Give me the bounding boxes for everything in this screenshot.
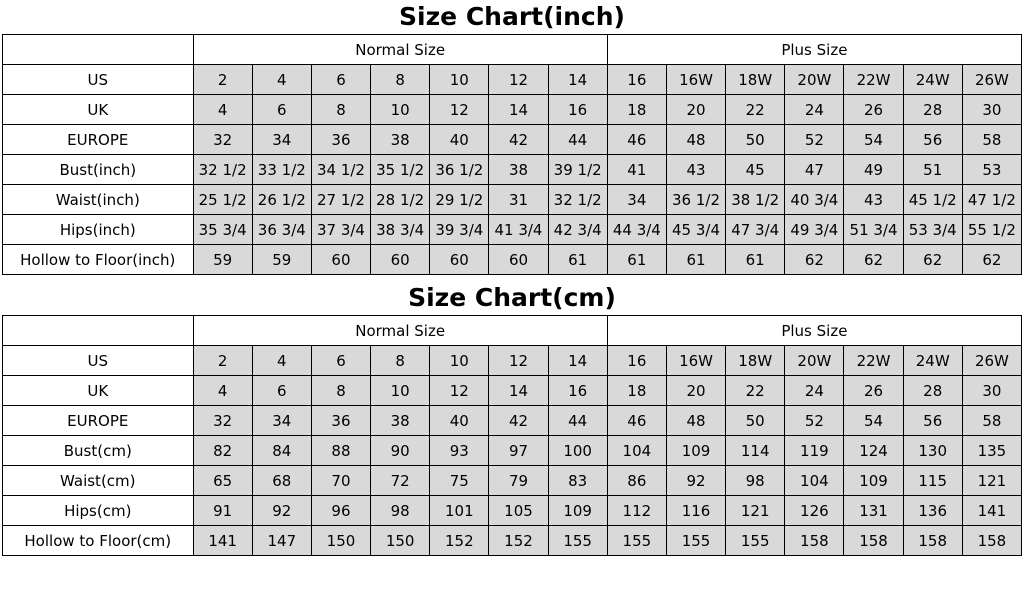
cell: 121 — [726, 496, 785, 526]
row-label: Waist(cm) — [3, 466, 194, 496]
cell: 20W — [785, 65, 844, 95]
cell: 60 — [371, 245, 430, 275]
cell: 34 — [607, 185, 666, 215]
cell: 152 — [489, 526, 548, 556]
cell: 10 — [371, 95, 430, 125]
chart-title-inch: Size Chart(inch) — [399, 2, 625, 31]
cell: 16 — [607, 346, 666, 376]
cell: 56 — [903, 125, 962, 155]
table-row — [3, 245, 1022, 275]
cell: 39 3/4 — [430, 215, 489, 245]
table-row — [3, 346, 1022, 376]
cell: 141 — [193, 526, 252, 556]
cell: 12 — [489, 346, 548, 376]
cell: 96 — [311, 496, 370, 526]
cell: 60 — [311, 245, 370, 275]
cell: 51 3/4 — [844, 215, 903, 245]
cell: 42 — [489, 406, 548, 436]
cell: 100 — [548, 436, 607, 466]
cell: 104 — [785, 466, 844, 496]
cell: 10 — [430, 346, 489, 376]
cell: 6 — [252, 95, 311, 125]
cell: 14 — [489, 376, 548, 406]
cell: 28 — [903, 95, 962, 125]
cell: 39 1/2 — [548, 155, 607, 185]
cell: 46 — [607, 406, 666, 436]
size-table-cm-body — [3, 316, 1022, 556]
cell: 26W — [962, 346, 1021, 376]
cell: 75 — [430, 466, 489, 496]
cell: 61 — [548, 245, 607, 275]
cell: 92 — [666, 466, 725, 496]
cell: 59 — [252, 245, 311, 275]
cell: 70 — [311, 466, 370, 496]
cell: 114 — [726, 436, 785, 466]
cell: 72 — [371, 466, 430, 496]
cell: 22W — [844, 65, 903, 95]
cell: 2 — [193, 346, 252, 376]
cell: 92 — [252, 496, 311, 526]
corner-cell — [3, 316, 194, 346]
cell: 79 — [489, 466, 548, 496]
cell: 135 — [962, 436, 1021, 466]
row-label: EUROPE — [3, 406, 194, 436]
table-row — [3, 65, 1022, 95]
group-header-plus: Plus Size — [607, 316, 1021, 346]
cell: 98 — [726, 466, 785, 496]
cell: 25 1/2 — [193, 185, 252, 215]
cell: 10 — [371, 376, 430, 406]
cell: 36 1/2 — [666, 185, 725, 215]
cell: 158 — [962, 526, 1021, 556]
cell: 130 — [903, 436, 962, 466]
cell: 16 — [548, 95, 607, 125]
cell: 12 — [430, 376, 489, 406]
cell: 131 — [844, 496, 903, 526]
row-label: Bust(inch) — [3, 155, 194, 185]
cell: 26 1/2 — [252, 185, 311, 215]
cell: 109 — [548, 496, 607, 526]
cell: 42 3/4 — [548, 215, 607, 245]
cell: 33 1/2 — [252, 155, 311, 185]
cell: 41 3/4 — [489, 215, 548, 245]
cell: 68 — [252, 466, 311, 496]
cell: 37 3/4 — [311, 215, 370, 245]
cell: 4 — [252, 346, 311, 376]
cell: 26 — [844, 95, 903, 125]
cell: 54 — [844, 125, 903, 155]
cell: 38 — [371, 406, 430, 436]
row-label: Hips(inch) — [3, 215, 194, 245]
table-row — [3, 466, 1022, 496]
cell: 58 — [962, 406, 1021, 436]
cell: 32 1/2 — [193, 155, 252, 185]
cell: 28 — [903, 376, 962, 406]
cell: 28 1/2 — [371, 185, 430, 215]
cell: 18W — [726, 346, 785, 376]
cell: 115 — [903, 466, 962, 496]
cell: 82 — [193, 436, 252, 466]
cell: 44 3/4 — [607, 215, 666, 245]
cell: 155 — [607, 526, 666, 556]
cell: 61 — [607, 245, 666, 275]
row-label: UK — [3, 95, 194, 125]
cell: 59 — [193, 245, 252, 275]
size-chart-cm-block — [0, 281, 1024, 556]
table-row — [3, 436, 1022, 466]
cell: 30 — [962, 95, 1021, 125]
table-row — [3, 125, 1022, 155]
cell: 32 — [193, 125, 252, 155]
cell: 31 — [489, 185, 548, 215]
cell: 24W — [903, 65, 962, 95]
cell: 14 — [548, 65, 607, 95]
cell: 35 1/2 — [371, 155, 430, 185]
cell: 32 1/2 — [548, 185, 607, 215]
cell: 4 — [193, 95, 252, 125]
cell: 20 — [666, 95, 725, 125]
cell: 158 — [903, 526, 962, 556]
cell: 48 — [666, 125, 725, 155]
cell: 56 — [903, 406, 962, 436]
cell: 35 3/4 — [193, 215, 252, 245]
chart-title-cm: Size Chart(cm) — [408, 283, 616, 312]
cell: 40 — [430, 406, 489, 436]
cell: 58 — [962, 125, 1021, 155]
cell: 55 1/2 — [962, 215, 1021, 245]
cell: 24 — [785, 376, 844, 406]
table-row — [3, 376, 1022, 406]
cell: 121 — [962, 466, 1021, 496]
cell: 50 — [726, 406, 785, 436]
cell: 24 — [785, 95, 844, 125]
cell: 22 — [726, 376, 785, 406]
cell: 54 — [844, 406, 903, 436]
cell: 6 — [311, 346, 370, 376]
cell: 27 1/2 — [311, 185, 370, 215]
cell: 36 — [311, 406, 370, 436]
cell: 51 — [903, 155, 962, 185]
size-table-inch — [2, 34, 1022, 275]
cell: 34 1/2 — [311, 155, 370, 185]
cell: 88 — [311, 436, 370, 466]
table-row — [3, 526, 1022, 556]
cell: 16 — [548, 376, 607, 406]
cell: 12 — [489, 65, 548, 95]
cell: 8 — [371, 65, 430, 95]
cell: 4 — [252, 65, 311, 95]
cell: 34 — [252, 406, 311, 436]
cell: 44 — [548, 406, 607, 436]
cell: 104 — [607, 436, 666, 466]
cell: 158 — [785, 526, 844, 556]
table-row — [3, 496, 1022, 526]
cell: 112 — [607, 496, 666, 526]
table-row — [3, 185, 1022, 215]
cell: 49 3/4 — [785, 215, 844, 245]
cell: 38 — [371, 125, 430, 155]
cell: 136 — [903, 496, 962, 526]
cell: 26 — [844, 376, 903, 406]
cell: 16 — [607, 65, 666, 95]
cell: 8 — [371, 346, 430, 376]
corner-cell — [3, 35, 194, 65]
cell: 45 — [726, 155, 785, 185]
cell: 62 — [844, 245, 903, 275]
cell: 62 — [962, 245, 1021, 275]
cell: 158 — [844, 526, 903, 556]
size-chart-inch-block — [0, 0, 1024, 275]
cell: 41 — [607, 155, 666, 185]
table-header-row — [3, 316, 1022, 346]
cell: 119 — [785, 436, 844, 466]
cell: 155 — [548, 526, 607, 556]
cell: 97 — [489, 436, 548, 466]
cell: 101 — [430, 496, 489, 526]
cell: 60 — [489, 245, 548, 275]
row-label: Hollow to Floor(inch) — [3, 245, 194, 275]
cell: 126 — [785, 496, 844, 526]
cell: 30 — [962, 376, 1021, 406]
cell: 48 — [666, 406, 725, 436]
group-header-normal: Normal Size — [193, 35, 607, 65]
cell: 16W — [666, 346, 725, 376]
cell: 116 — [666, 496, 725, 526]
group-header-normal: Normal Size — [193, 316, 607, 346]
cell: 20 — [666, 376, 725, 406]
cell: 45 3/4 — [666, 215, 725, 245]
cell: 109 — [666, 436, 725, 466]
cell: 109 — [844, 466, 903, 496]
cell: 10 — [430, 65, 489, 95]
cell: 155 — [666, 526, 725, 556]
cell: 86 — [607, 466, 666, 496]
cell: 155 — [726, 526, 785, 556]
cell: 20W — [785, 346, 844, 376]
group-header-plus: Plus Size — [607, 35, 1021, 65]
cell: 46 — [607, 125, 666, 155]
cell: 34 — [252, 125, 311, 155]
cell: 53 — [962, 155, 1021, 185]
cell: 42 — [489, 125, 548, 155]
cell: 12 — [430, 95, 489, 125]
cell: 83 — [548, 466, 607, 496]
cell: 6 — [252, 376, 311, 406]
cell: 45 1/2 — [903, 185, 962, 215]
cell: 43 — [844, 185, 903, 215]
cell: 8 — [311, 95, 370, 125]
cell: 40 3/4 — [785, 185, 844, 215]
cell: 36 — [311, 125, 370, 155]
cell: 36 1/2 — [430, 155, 489, 185]
row-label: UK — [3, 376, 194, 406]
cell: 62 — [785, 245, 844, 275]
cell: 6 — [311, 65, 370, 95]
cell: 84 — [252, 436, 311, 466]
cell: 150 — [371, 526, 430, 556]
cell: 18 — [607, 95, 666, 125]
row-label: EUROPE — [3, 125, 194, 155]
cell: 4 — [193, 376, 252, 406]
cell: 61 — [726, 245, 785, 275]
cell: 36 3/4 — [252, 215, 311, 245]
cell: 50 — [726, 125, 785, 155]
cell: 65 — [193, 466, 252, 496]
cell: 141 — [962, 496, 1021, 526]
cell: 52 — [785, 406, 844, 436]
cell: 38 3/4 — [371, 215, 430, 245]
cell: 40 — [430, 125, 489, 155]
row-label: Hollow to Floor(cm) — [3, 526, 194, 556]
cell: 22 — [726, 95, 785, 125]
cell: 105 — [489, 496, 548, 526]
row-label: US — [3, 346, 194, 376]
cell: 47 3/4 — [726, 215, 785, 245]
cell: 147 — [252, 526, 311, 556]
cell: 150 — [311, 526, 370, 556]
cell: 61 — [666, 245, 725, 275]
cell: 52 — [785, 125, 844, 155]
cell: 53 3/4 — [903, 215, 962, 245]
row-label: Hips(cm) — [3, 496, 194, 526]
cell: 98 — [371, 496, 430, 526]
cell: 18 — [607, 376, 666, 406]
cell: 18W — [726, 65, 785, 95]
cell: 8 — [311, 376, 370, 406]
cell: 26W — [962, 65, 1021, 95]
cell: 22W — [844, 346, 903, 376]
table-row — [3, 215, 1022, 245]
cell: 91 — [193, 496, 252, 526]
cell: 47 1/2 — [962, 185, 1021, 215]
cell: 14 — [548, 346, 607, 376]
cell: 24W — [903, 346, 962, 376]
row-label: Bust(cm) — [3, 436, 194, 466]
cell: 62 — [903, 245, 962, 275]
cell: 93 — [430, 436, 489, 466]
cell: 38 — [489, 155, 548, 185]
cell: 124 — [844, 436, 903, 466]
size-table-inch-body — [3, 35, 1022, 275]
cell: 44 — [548, 125, 607, 155]
cell: 90 — [371, 436, 430, 466]
cell: 32 — [193, 406, 252, 436]
cell: 14 — [489, 95, 548, 125]
cell: 16W — [666, 65, 725, 95]
row-label: US — [3, 65, 194, 95]
row-label: Waist(inch) — [3, 185, 194, 215]
cell: 29 1/2 — [430, 185, 489, 215]
table-row — [3, 95, 1022, 125]
cell: 47 — [785, 155, 844, 185]
table-row — [3, 406, 1022, 436]
cell: 2 — [193, 65, 252, 95]
cell: 43 — [666, 155, 725, 185]
table-header-row — [3, 35, 1022, 65]
cell: 38 1/2 — [726, 185, 785, 215]
cell: 60 — [430, 245, 489, 275]
cell: 49 — [844, 155, 903, 185]
size-table-cm — [2, 315, 1022, 556]
table-row — [3, 155, 1022, 185]
cell: 152 — [430, 526, 489, 556]
